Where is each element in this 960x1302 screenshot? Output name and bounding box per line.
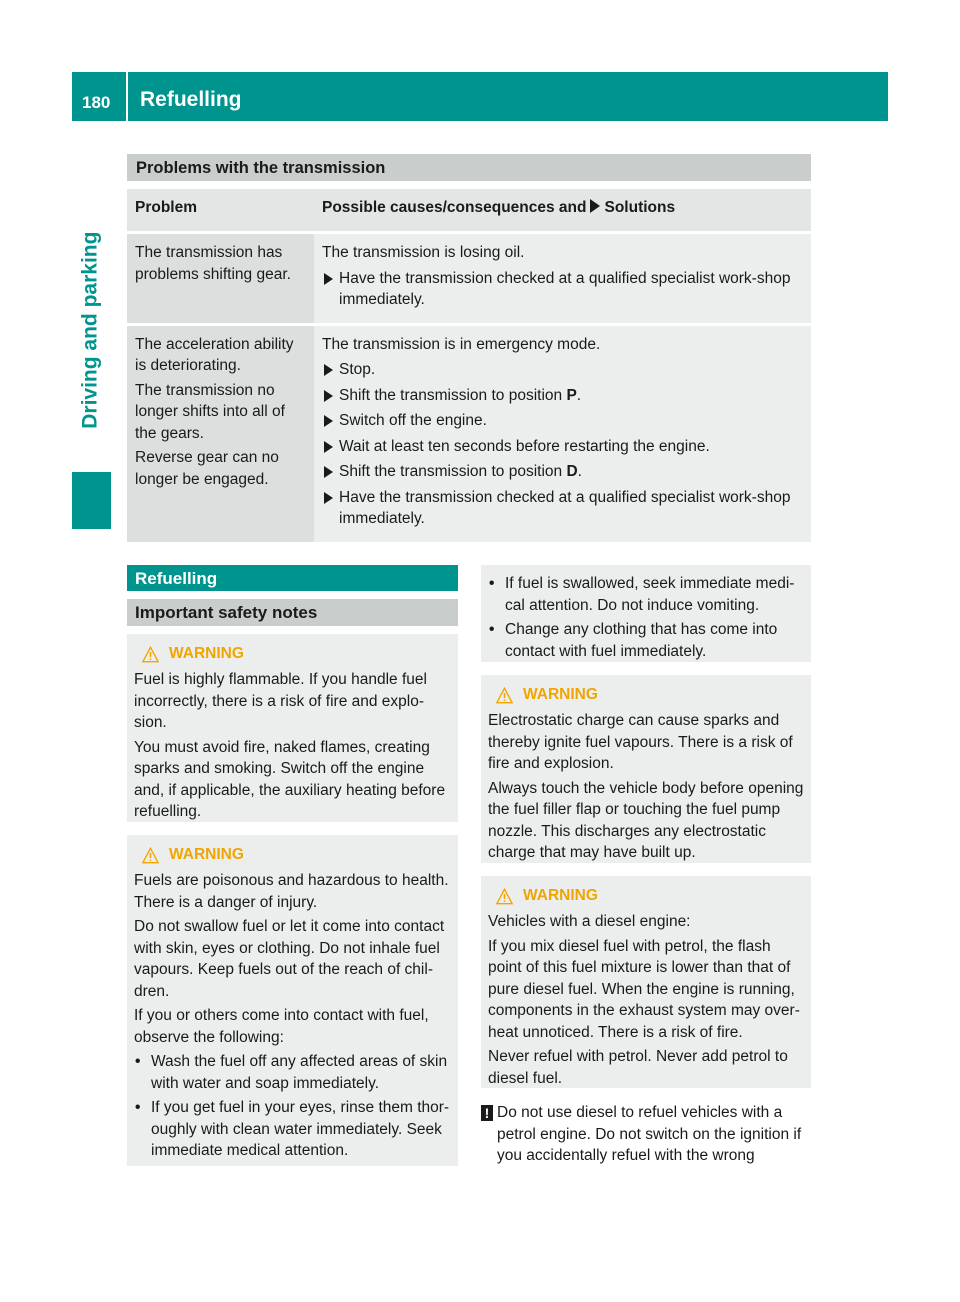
solution-step: Stop. [322, 359, 803, 381]
solution-cell [314, 234, 811, 323]
bullet-item: • Change any clothing that has come into contact with fuel immediately. [488, 619, 804, 662]
warning-triangle-icon [142, 646, 159, 663]
table-header-row [127, 189, 811, 231]
warning-box-diesel [481, 876, 811, 1088]
header-solutions-suffix: Solutions [604, 199, 676, 216]
solution-step: Wait at least ten seconds before restarting the engine. [322, 436, 803, 458]
warning-text: If you or others come into contact with fuel, observe the following: [134, 1007, 429, 1046]
problem-text: The acceleration ability is deteriorating. [135, 335, 294, 374]
bullet-item: • Wash the fuel off any affected areas of skin with water and soap immediately. [134, 1051, 451, 1094]
warning-header [488, 884, 804, 908]
page-number: 180 [82, 93, 111, 112]
note-text: Do not use diesel to refuel vehicles with a petrol engine. Do not switch on the ignition if you accidentally refuel with the wrong [497, 1104, 802, 1164]
warning-text: If you mix diesel fuel with petrol, the flash point of this fuel mixture is lower than that of pure diesel fuel. When the engine is running, components in the exhaust system may over-heat unnoticed. There is a risk of fire. [488, 937, 800, 1041]
warning-label: WARNING [523, 887, 598, 905]
cause-text: The transmission is losing oil. [322, 244, 525, 261]
transmission-title-text: Problems with the transmission [136, 159, 386, 177]
header-solutions-text: Possible causes/consequences and [322, 199, 587, 216]
warning-text: You must avoid fire, naked flames, creating sparks and smoking. Switch off the engine and, if applicable, the auxiliary heating before refuelling. [134, 738, 446, 820]
header-divider [126, 72, 128, 121]
warning-header [134, 843, 451, 867]
side-chapter-text: Driving and parking [78, 231, 102, 429]
cause-text: The transmission is in emergency mode. [322, 335, 601, 353]
arrow-right-icon [590, 199, 600, 213]
refuelling-section-bar [127, 565, 458, 591]
table-row [127, 326, 811, 542]
problem-cell [127, 326, 314, 542]
safety-notes-heading: Important safety notes [135, 603, 318, 622]
page-title: Refuelling [140, 88, 242, 111]
warning-text: Fuels are poisonous and hazardous to health. There is a danger of injury. [134, 872, 449, 911]
warning-text: Always touch the vehicle body before opening the fuel filler flap or touching the fuel pump nozzle. This discharges any electrostatic charge that may have built up. [488, 779, 804, 861]
warning-triangle-icon [142, 847, 159, 864]
solution-step: Shift the transmission to position D. [322, 461, 803, 483]
warning-header [134, 642, 451, 666]
problem-text: Reverse gear can no longer be engaged. [135, 449, 279, 488]
warning-box-fire [127, 634, 458, 822]
warning-box-electrostatic [481, 675, 811, 863]
warning-text: Vehicles with a diesel engine: [488, 913, 691, 930]
solution-step: Shift the transmission to position P. [322, 385, 803, 407]
problem-cell [127, 234, 314, 323]
warning-box-poison [127, 835, 458, 1166]
warning-text: Do not swallow fuel or let it come into contact with skin, eyes or clothing. Do not inhale fuel vapours. Keep fuels out of the reach of chil-dren. [134, 918, 445, 1000]
warning-header [488, 683, 804, 707]
warning-triangle-icon [496, 888, 513, 905]
refuelling-heading: Refuelling [135, 569, 218, 588]
header-solutions [314, 189, 811, 231]
warning-label: WARNING [169, 645, 244, 663]
warning-text: Fuel is highly flammable. If you handle fuel incorrectly, there is a risk of fire and explo-sion. [134, 671, 427, 731]
bullet-item: • If you get fuel in your eyes, rinse them thor-oughly with clean water immediately. Seek immediate medical attention. [134, 1097, 451, 1162]
warning-text: Never refuel with petrol. Never add petrol to diesel fuel. [488, 1048, 788, 1087]
solution-step: Have the transmission checked at a qualified specialist work-shop immediately. [322, 268, 803, 311]
warning-triangle-icon [496, 687, 513, 704]
solution-step: Have the transmission checked at a qualified specialist work-shop immediately. [322, 487, 803, 530]
solution-cell [314, 326, 811, 542]
warning-label: WARNING [523, 686, 598, 704]
transmission-section-title [127, 154, 811, 181]
transmission-table [127, 189, 811, 542]
bullet-item: • If fuel is swallowed, seek immediate medi-cal attention. Do not induce vomiting. [488, 573, 804, 616]
problem-text: The transmission no longer shifts into all of the gears. [135, 381, 285, 442]
exclamation-icon: ! [481, 1105, 493, 1121]
warning-text: Electrostatic charge can cause sparks and thereby ignite fuel vapours. There is a risk of fire and explosion. [488, 712, 793, 772]
problem-text: The transmission has problems shifting gear. [135, 244, 291, 283]
header-problem: Problem [127, 189, 314, 231]
solution-step: Switch off the engine. [322, 410, 803, 432]
material-damage-note [481, 1102, 813, 1167]
warning-label: WARNING [169, 846, 244, 864]
side-tab-marker [72, 472, 111, 529]
side-chapter-label [72, 128, 111, 529]
warning-box-continued [481, 565, 811, 662]
table-row [127, 234, 811, 323]
safety-notes-bar [127, 599, 458, 626]
